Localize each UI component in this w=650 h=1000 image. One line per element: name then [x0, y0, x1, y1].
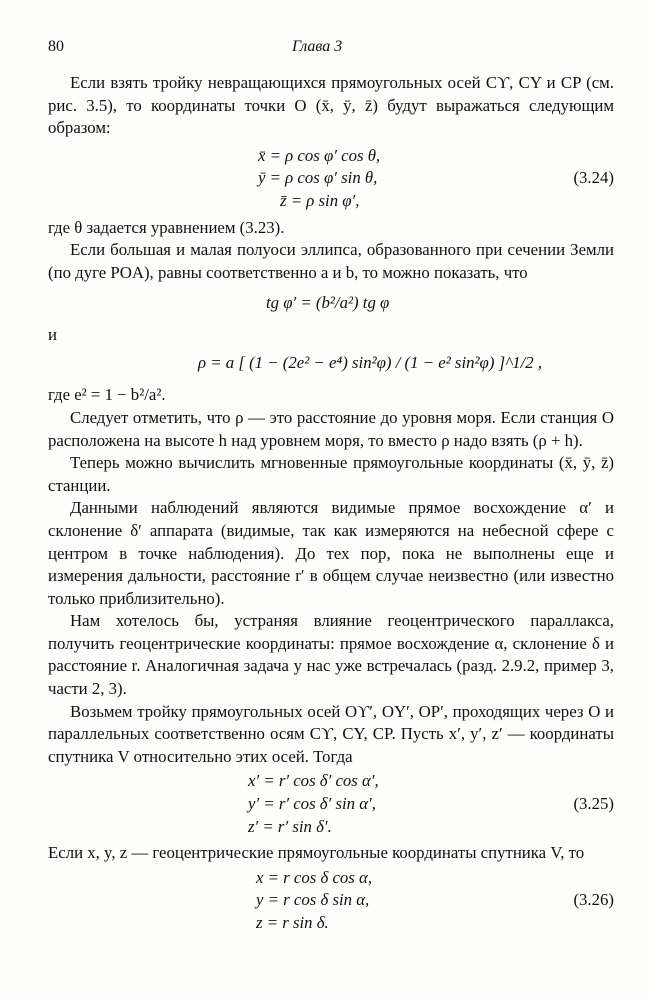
- eq-3-25-line-3: z′ = r′ sin δ′.: [248, 816, 332, 836]
- equation-3-25: [48, 770, 614, 838]
- equation-3-24: [48, 145, 614, 213]
- eq-3-24-number: (3.24): [573, 168, 614, 188]
- eq-3-26-line-3: z = r sin δ.: [256, 913, 329, 932]
- eq-tg-formula: tg φ′ = (b²/a²) tg φ: [266, 293, 390, 313]
- paragraph-5: Следует отметить, что ρ — это расстояние до уровня моря. Если станция O расположена на высоте h над уровнем моря, то вместо ρ надо взять (ρ + h).: [48, 407, 614, 450]
- eq-rho-formula: ρ = a [ (1 − (2e² − e⁴) sin²φ) / (1 − e² sin²φ) ]^1/2 ,: [198, 353, 543, 373]
- paragraph-8: Нам хотелось бы, устраняя влияние геоцентрического параллакса, получить геоцентрические координаты: прямое восхождение α, склонение δ и расстояние r. Аналогичная задача у нас уже встречалась (разд. 2.9.2, пример 3, части 2, 3).: [48, 611, 614, 699]
- eq-3-24-line-3: z̄ = ρ sin φ′,: [280, 190, 360, 210]
- equation-rho: [48, 350, 614, 384]
- paragraph-1: Если взять тройку невращающихся прямоугольных осей Cϒ, CY и CP (см. рис. 3.5), то координаты точки O (x̄, ȳ, z̄) будут выражаться следующим образом:: [48, 73, 614, 138]
- paragraph-9: Возьмем тройку прямоугольных осей Oϒ′, OY′, OP′, проходящих через O и параллельных соответственно осям Cϒ, CY, CP. Пусть x′, y′, z′ — координаты спутника V относительно этих осей. Тогда: [48, 701, 614, 766]
- eq-3-26-number: (3.26): [573, 890, 614, 910]
- eq-3-24-line-1: x̄ = ρ cos φ′ cos θ,: [258, 145, 381, 165]
- and-word: и: [48, 325, 57, 345]
- eq-3-25-number: (3.25): [573, 794, 614, 814]
- eq-3-25-line-2: y′ = r′ cos δ′ sin α′,: [248, 794, 376, 814]
- and-line: [48, 324, 614, 350]
- eq-3-26-line-1: x = r cos δ cos α,: [256, 867, 373, 887]
- equation-tg: [48, 284, 614, 324]
- paragraph-7: Данными наблюдений являются видимые прямое восхождение α′ и склонение δ′ аппарата (видимые, так как измеряются на небесной сфере с центром в точке наблюдения). До тех пор, пока не выполнены еще и измерения дальности, расстояние r′ в общем случае неизвестно (или известно только приблизительно).: [48, 498, 614, 608]
- eq-3-26-line-2: y = r cos δ sin α,: [256, 890, 370, 910]
- paragraph-3: Если большая и малая полуоси эллипса, образованного при сечении Земли (по дуге POA), равны соответственно a и b, то можно показать, что: [48, 240, 614, 282]
- paragraph-4: где e² = 1 − b²/a².: [48, 385, 166, 405]
- equation-3-26: [48, 867, 614, 935]
- page-number: 80: [48, 38, 64, 55]
- paragraph-2: где θ задается уравнением (3.23).: [48, 217, 285, 237]
- page-body: [48, 72, 614, 935]
- chapter-header: Глава 3: [292, 38, 343, 55]
- eq-3-24-line-2: ȳ = ρ cos φ′ sin θ,: [258, 168, 378, 188]
- paragraph-6: Теперь можно вычислить мгновенные прямоугольные координаты (x̄, ȳ, z̄) станции.: [48, 453, 614, 495]
- eq-3-25-line-1: x′ = r′ cos δ′ cos α′,: [248, 771, 379, 791]
- paragraph-10: Если x, y, z — геоцентрические прямоугольные координаты спутника V, то: [48, 843, 585, 863]
